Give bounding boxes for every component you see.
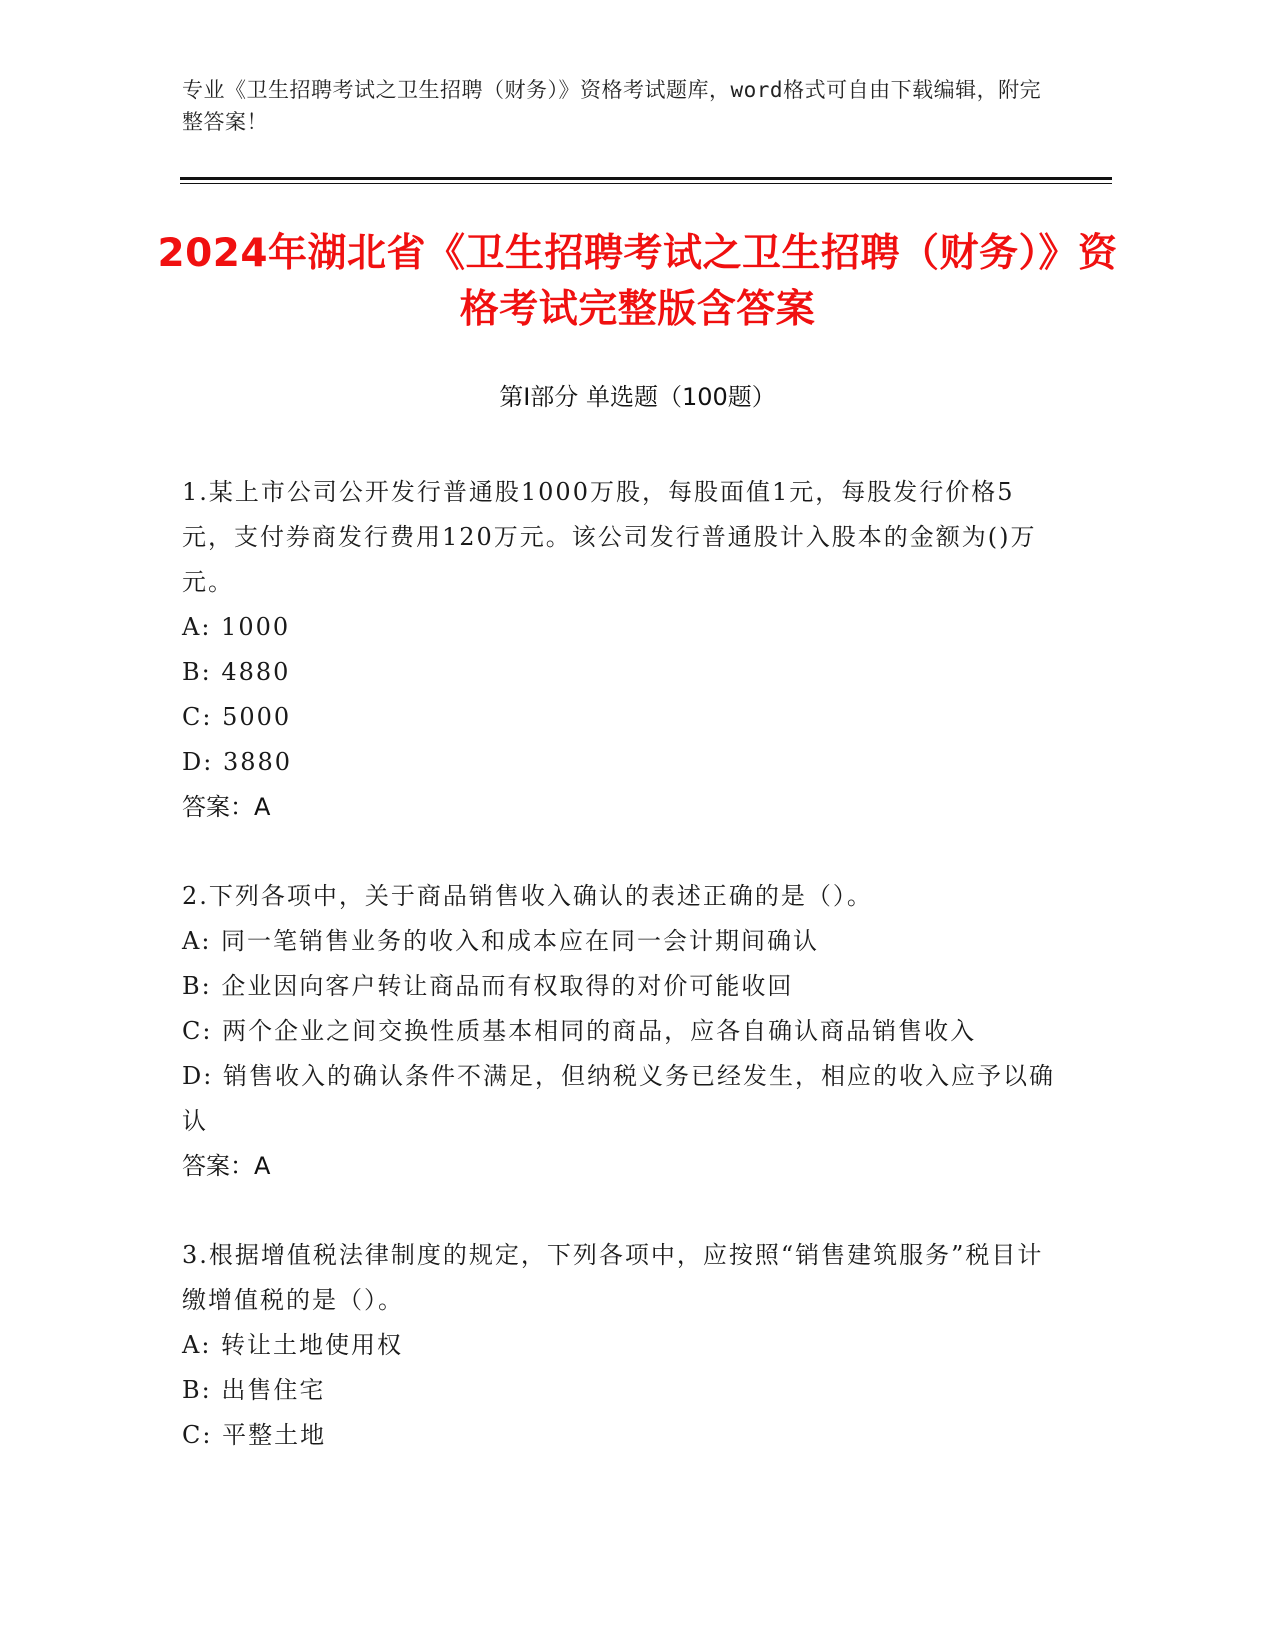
question-stem: 2.下列各项中，关于商品销售收入确认的表述正确的是（）。 [182,882,873,910]
option-c: C: 5000 [182,703,292,731]
option-b: B: 出售住宅 [182,1376,326,1404]
option-d: D: 3880 [182,748,293,776]
question-2 [182,874,1062,1189]
answer: 答案：A [182,1152,271,1180]
option-c: C: 两个企业之间交换性质基本相同的商品，应各自确认商品销售收入 [182,1017,977,1045]
option-b: B: 企业因向客户转让商品而有权取得的对价可能收回 [182,972,794,1000]
document-title: 2024年湖北省《卫生招聘考试之卫生招聘（财务）》资格考试完整版含答案 [157,231,1118,332]
option-a: A: 1000 [182,613,291,641]
answer: 答案：A [182,793,271,821]
section-title: 第Ⅰ部分 单选题（100题） [499,383,776,411]
option-d: D: 销售收入的确认条件不满足，但纳税义务已经发生，相应的收入应予以确认 [182,1062,1055,1135]
option-a: A: 转让土地使用权 [182,1331,404,1359]
question-list [182,470,1062,1502]
option-a: A: 同一笔销售业务的收入和成本应在同一会计期间确认 [182,927,820,955]
question-stem: 1.某上市公司公开发行普通股1000万股，每股面值1元，每股发行价格5元，支付券商发行费用120万元。该公司发行普通股计入股本的金额为()万元。 [182,478,1037,596]
option-b: B: 4880 [182,658,291,686]
header-divider-thin [180,183,1112,184]
header-note: 专业《卫生招聘考试之卫生招聘（财务）》资格考试题库，word格式可自由下载编辑，附完整答案！ [182,78,1042,134]
question-1 [182,470,1062,830]
question-stem: 3.根据增值税法律制度的规定，下列各项中，应按照“销售建筑服务”税目计缴增值税的是（）。 [182,1241,1044,1314]
option-c: C: 平整土地 [182,1421,327,1449]
header-divider-thick [180,177,1112,180]
question-3 [182,1233,1062,1458]
